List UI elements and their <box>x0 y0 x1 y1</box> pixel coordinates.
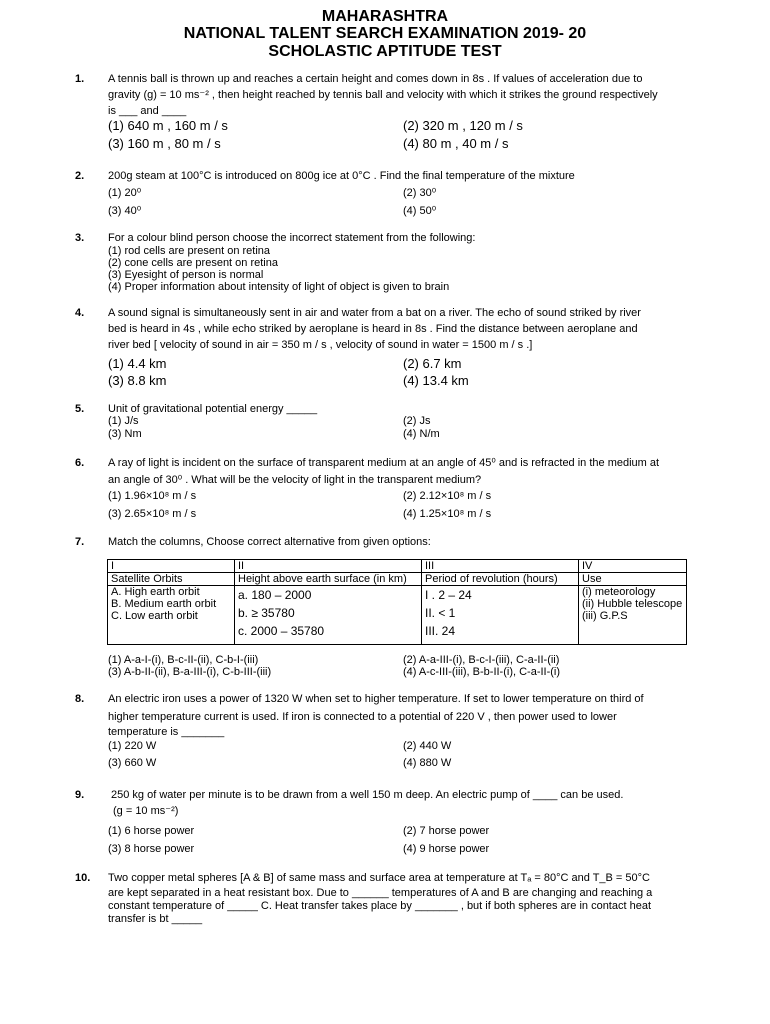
question-number: 8. <box>75 693 85 705</box>
option-1: (1) 6 horse power <box>108 825 195 837</box>
option-3: (3) Eyesight of person is normal <box>108 269 264 281</box>
table-cell: B. Medium earth orbit <box>111 598 217 610</box>
question-text: Two copper metal spheres [A & B] of same mass and surface area at temperature at Tₐ = 80°C and T_B = 50°C <box>108 872 650 884</box>
match-columns-table <box>107 559 687 645</box>
question-text: river bed [ velocity of sound in air = 350 m / s , velocity of sound in water = 1500 m / s .] <box>108 339 533 351</box>
question-text: higher temperature current is used. If iron is connected to a potential of 220 V , then power used to lower <box>108 711 617 723</box>
question-text: A sound signal is simultaneously sent in air and water from a bat on a river. The echo of sound striked by river <box>108 307 641 319</box>
column-subheader: Satellite Orbits <box>108 573 235 586</box>
table-cell: (i) meteorology <box>582 586 656 598</box>
table-cell: C. Low earth orbit <box>111 610 198 622</box>
question-text: an angle of 30⁰ . What will be the velocity of light in the transparent medium? <box>108 474 482 486</box>
option-3: (3) Nm <box>108 428 142 440</box>
option-1: (1) A-a-I-(i), B-c-II-(ii), C-b-I-(iii) <box>108 654 259 666</box>
question-number: 10. <box>75 872 91 884</box>
option-2: (2) Js <box>403 415 431 427</box>
question-text: are kept separated in a heat resistant box. Due to ______ temperatures of A and B are changing and reaching a <box>108 887 653 899</box>
option-2: (2) 30⁰ <box>403 187 437 199</box>
question-number: 3. <box>75 232 85 244</box>
question-text: An electric iron uses a power of 1320 W when set to higher temperature. If set to lower temperature on third of <box>108 693 644 705</box>
question-text: 200g steam at 100°C is introduced on 800g ice at 0°C . Find the final temperature of the mixture <box>108 170 575 182</box>
question-text: A tennis ball is thrown up and reaches a certain height and comes down in 8s . If values of acceleration due to <box>108 73 643 85</box>
question-text: (g = 10 ms⁻²) <box>113 805 179 817</box>
option-3: (3) 8.8 km <box>108 373 167 388</box>
table-cell: (ii) Hubble telescope <box>582 598 683 610</box>
table-cell: I . 2 – 24 <box>425 588 472 602</box>
option-1: (1) 4.4 km <box>108 356 167 371</box>
question-number: 6. <box>75 457 85 469</box>
column-header: II <box>235 560 422 573</box>
option-2: (2) 7 horse power <box>403 825 490 837</box>
option-1: (1) 640 m , 160 m / s <box>108 118 228 133</box>
column-header: IV <box>579 560 687 573</box>
column-subheader: Period of revolution (hours) <box>422 573 579 586</box>
option-4: (4) A-c-III-(iii), B-b-II-(i), C-a-II-(i) <box>403 666 561 678</box>
question-text: transfer is bt _____ <box>108 913 203 925</box>
table-cell: c. 2000 – 35780 <box>238 624 325 638</box>
column-subheader: Height above earth surface (in km) <box>235 573 422 586</box>
question-text: 250 kg of water per minute is to be drawn from a well 150 m deep. An electric pump of ____ can be used. <box>111 789 624 801</box>
option-4: (4) 13.4 km <box>403 373 469 388</box>
option-4: (4) Proper information about intensity of light of object is given to brain <box>108 281 450 293</box>
option-4: (4) N/m <box>403 428 440 440</box>
option-2: (2) cone cells are present on retina <box>108 257 278 269</box>
question-number: 5. <box>75 403 85 415</box>
exam-title: NATIONAL TALENT SEARCH EXAMINATION 2019- 20 <box>183 25 587 42</box>
column-header: III <box>422 560 579 573</box>
option-3: (3) A-b-II-(ii), B-a-III-(i), C-b-III-(iii) <box>108 666 272 678</box>
option-1: (1) 220 W <box>108 740 157 752</box>
option-3: (3) 2.65×10⁸ m / s <box>108 508 197 520</box>
option-2: (2) 6.7 km <box>403 356 462 371</box>
option-1: (1) 1.96×10⁸ m / s <box>108 490 197 502</box>
table-cell: III. 24 <box>425 624 456 638</box>
column-subheader: Use <box>579 573 687 586</box>
question-text: constant temperature of _____ C. Heat transfer takes place by _______ , but if both spheres are in contact heat <box>108 900 652 912</box>
table-cell: II. < 1 <box>425 606 456 620</box>
question-text: For a colour blind person choose the incorrect statement from the following: <box>108 232 476 244</box>
option-4: (4) 80 m , 40 m / s <box>403 136 509 151</box>
question-text: is ___ and ____ <box>108 105 187 117</box>
option-2: (2) 320 m , 120 m / s <box>403 118 523 133</box>
question-text: temperature is _______ <box>108 726 225 738</box>
question-text: gravity (g) = 10 ms⁻² , then height reached by tennis ball and velocity with which it strikes the ground respectively <box>108 89 658 101</box>
option-3: (3) 160 m , 80 m / s <box>108 136 221 151</box>
question-text: Unit of gravitational potential energy _____ <box>108 403 318 415</box>
option-2: (2) A-a-III-(i), B-c-I-(iii), C-a-II-(ii) <box>403 654 560 666</box>
question-number: 2. <box>75 170 85 182</box>
test-title: SCHOLASTIC APTITUDE TEST <box>268 43 502 60</box>
table-cell: b. ≥ 35780 <box>238 606 295 620</box>
option-1: (1) 20⁰ <box>108 187 142 199</box>
question-number: 4. <box>75 307 85 319</box>
table-cell: a. 180 – 2000 <box>238 588 312 602</box>
question-text: bed is heard in 4s , while echo striked by aeroplane is heard in 8s . Find the distance between aeroplane and <box>108 323 638 335</box>
option-3: (3) 8 horse power <box>108 843 195 855</box>
column-header: I <box>108 560 235 573</box>
table-cell: (iii) G.P.S <box>582 610 628 622</box>
option-4: (4) 880 W <box>403 757 452 769</box>
option-2: (2) 2.12×10⁸ m / s <box>403 490 492 502</box>
option-1: (1) rod cells are present on retina <box>108 245 271 257</box>
option-1: (1) J/s <box>108 415 139 427</box>
option-2: (2) 440 W <box>403 740 452 752</box>
question-number: 1. <box>75 73 85 85</box>
option-4: (4) 50⁰ <box>403 205 437 217</box>
option-3: (3) 660 W <box>108 757 157 769</box>
question-text: A ray of light is incident on the surface of transparent medium at an angle of 45⁰ and is refracted in the medium at <box>108 457 660 469</box>
option-3: (3) 40⁰ <box>108 205 142 217</box>
question-text: Match the columns, Choose correct alternative from given options: <box>108 536 431 548</box>
question-number: 9. <box>75 789 85 801</box>
option-4: (4) 1.25×10⁸ m / s <box>403 508 492 520</box>
question-number: 7. <box>75 536 85 548</box>
option-4: (4) 9 horse power <box>403 843 490 855</box>
exam-state-title: MAHARASHTRA <box>321 8 449 25</box>
table-cell: A. High earth orbit <box>111 586 200 598</box>
